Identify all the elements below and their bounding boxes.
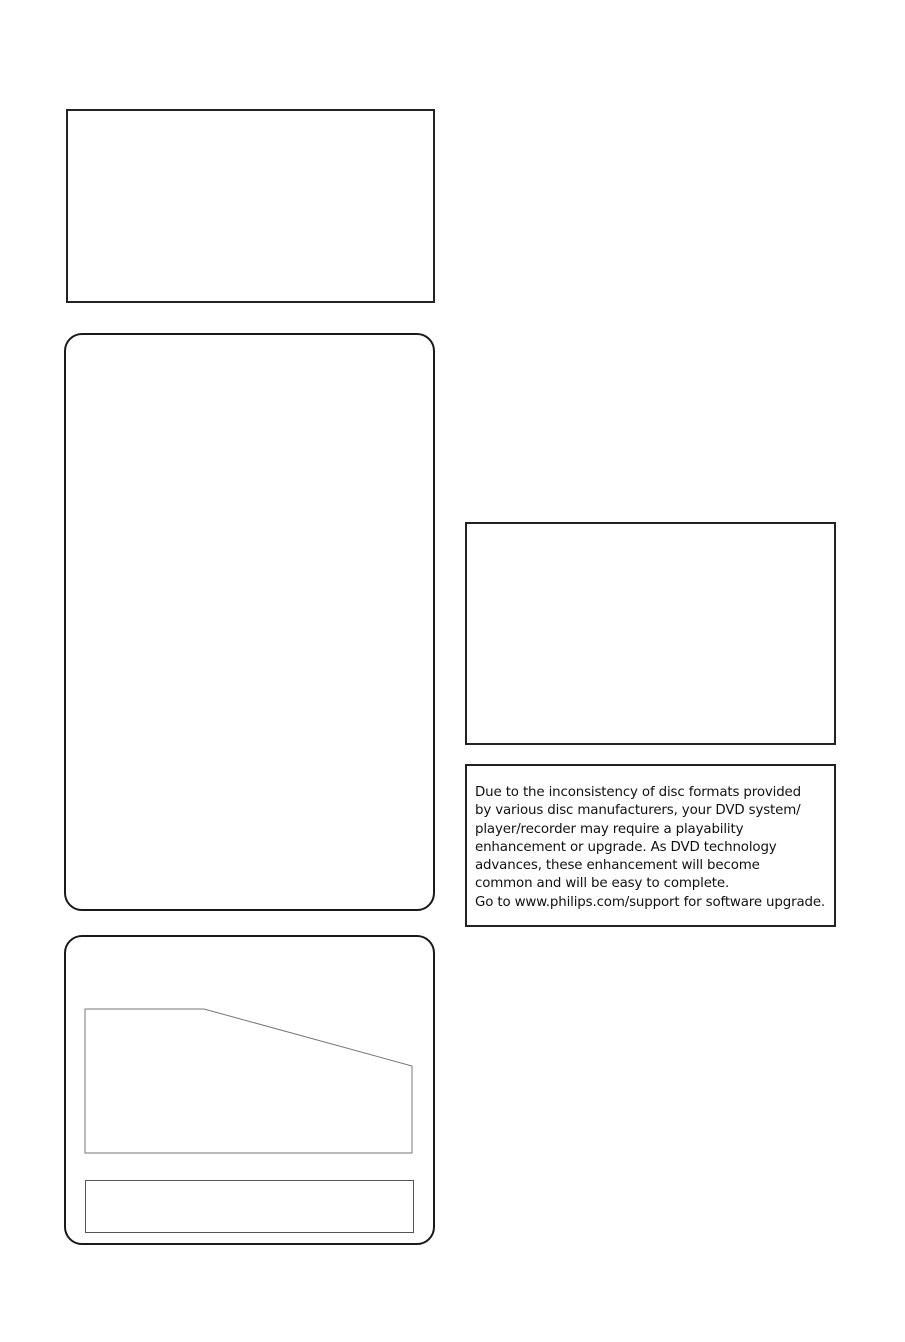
- disc-format-notice-box: [465, 764, 836, 927]
- rounded-frame-middle-left: [64, 333, 435, 911]
- notice-line-6: common and will be easy to complete.: [475, 876, 730, 892]
- empty-frame-right: [465, 522, 836, 745]
- notice-line-5: advances, these enhancement will become: [475, 858, 760, 874]
- notice-line-2: by various disc manufacturers, your DVD system/: [475, 803, 801, 819]
- notice-line-4: enhancement or upgrade. As DVD technology: [475, 839, 777, 855]
- label-inner-rectangle: [85, 1180, 414, 1233]
- label-outline-shape: [84, 1005, 416, 1155]
- notice-line-1: Due to the inconsistency of disc formats provided: [475, 785, 801, 800]
- notice-line-3: player/recorder may require a playability: [475, 821, 744, 837]
- empty-frame-top-left: [66, 109, 435, 303]
- label-outline-polygon: [85, 1009, 412, 1153]
- notice-line-7-support-link: Go to www.philips.com/support for software upgrade.: [475, 894, 826, 910]
